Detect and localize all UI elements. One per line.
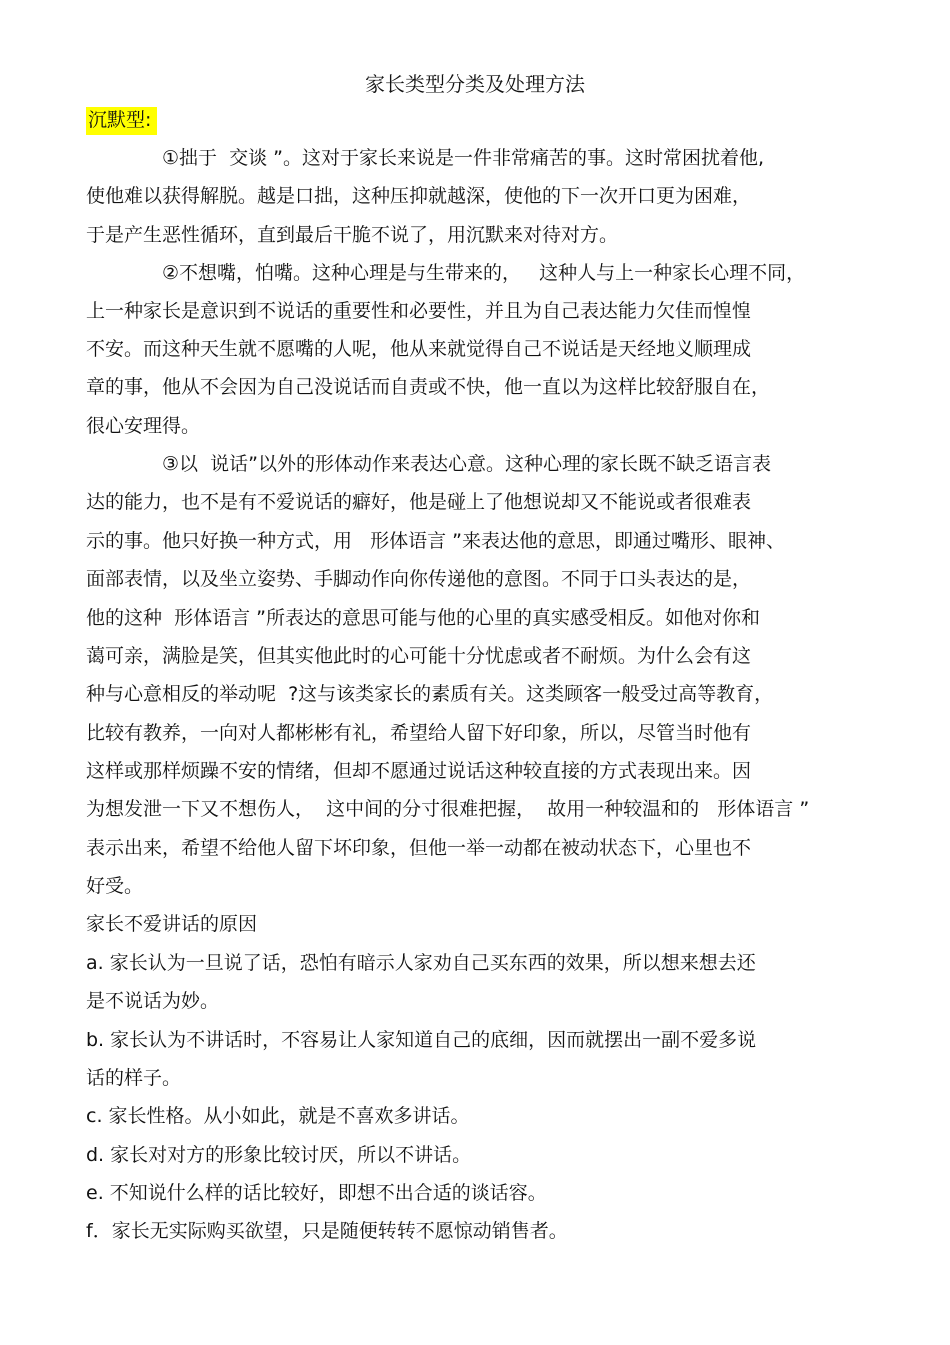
reason-b-line-1: b. 家长认为不讲话时，不容易让人家知道自己的底细，因而就摆出一副不爱多说 <box>86 1029 757 1051</box>
paragraph-2-line-4: 章的事，他从不会因为自己没说话而自责或不快，他一直以为这样比较舒服自在， <box>86 376 771 398</box>
reason-a-line-2: 是不说话为妙。 <box>86 990 220 1012</box>
reason-d: d. 家长对对方的形象比较讨厌，所以不讲话。 <box>86 1144 472 1166</box>
paragraph-1-line-1: ①拙于 交谈 ”。这对于家长来说是一件非常痛苦的事。这时常困扰着他, <box>162 147 765 169</box>
paragraph-3-line-3: 示的事。他只好换一种方式，用 形体语言 ”来表达他的意思，即通过嘴形、眼神、 <box>86 530 786 552</box>
reason-e: e. 不知说什么样的话比较好，即想不出合适的谈话容。 <box>86 1182 547 1204</box>
section-heading <box>86 107 157 133</box>
reason-f: f．家长无实际购买欲望，只是随便转转不愿惊动销售者。 <box>86 1220 568 1242</box>
paragraph-3-line-1: ③以 说话”以外的形体动作来表达心意。这种心理的家长既不缺乏语言表 <box>162 453 771 475</box>
reason-c: c. 家长性格。从小如此，就是不喜欢多讲话。 <box>86 1105 470 1127</box>
reason-a-line-1: a. 家长认为一旦说了话，恐怕有暗示人家劝自己买东西的效果，所以想来想去还 <box>86 952 756 974</box>
paragraph-3-line-8: 比较有教养，一向对人都彬彬有礼，希望给人留下好印象，所以，尽管当时他有 <box>86 722 752 744</box>
paragraph-3-line-11: 表示出来，希望不给他人留下坏印象，但他一举一动都在被动状态下，心里也不 <box>86 837 752 859</box>
paragraph-3-line-2: 达的能力，也不是有不爱说话的癖好，他是碰上了他想说却又不能说或者很难表 <box>86 491 752 513</box>
paragraph-1-line-3: 于是产生恶性循环，直到最后干脆不说了，用沉默来对待对方。 <box>86 224 619 246</box>
paragraph-2-line-3: 不安。而这种天生就不愿嘴的人呢，他从来就觉得自己不说话是天经地义顺理成 <box>86 338 752 360</box>
paragraph-2-line-1: ②不想嘴，怕嘴。这种心理是与生带来的， 这种人与上一种家长心理不同， <box>162 262 806 284</box>
paragraph-3-line-12: 好受。 <box>86 875 144 897</box>
paragraph-1-line-2: 使他难以获得解脱。越是口拙，这种压抑就越深，使他的下一次开口更为困难， <box>86 185 752 207</box>
paragraph-3-line-9: 这样或那样烦躁不安的情绪，但却不愿通过说话这种较直接的方式表现出来。因 <box>86 760 752 782</box>
paragraph-3-line-6: 蔼可亲，满脸是笑，但其实他此时的心可能十分忧虑或者不耐烦。为什么会有这 <box>86 645 752 667</box>
paragraph-3-line-10: 为想发泄一下又不想伤人， 这中间的分寸很难把握， 故用一种较温和的 形体语言 ” <box>86 798 810 820</box>
section-heading-label: 沉默型: <box>86 107 157 135</box>
paragraph-2-line-2: 上一种家长是意识到不说话的重要性和必要性，并且为自己表达能力欠佳而惶惶 <box>86 300 752 322</box>
reason-b-line-2: 话的样子。 <box>86 1067 182 1089</box>
paragraph-3-line-7: 种与心意相反的举动呢 ?这与该类家长的素质有关。这类顾客一般受过高等教育， <box>86 683 774 705</box>
paragraph-2-line-5: 很心安理得。 <box>86 415 201 437</box>
paragraph-3-line-4: 面部表情，以及坐立姿势、手脚动作向你传递他的意图。不同于口头表达的是， <box>86 568 752 590</box>
document-title: 家长类型分类及处理方法 <box>365 72 585 96</box>
reasons-heading: 家长不爱讲话的原因 <box>86 913 258 935</box>
paragraph-3-line-5: 他的这种 形体语言 ”所表达的意思可能与他的心里的真实感受相反。如他对你和 <box>86 607 760 629</box>
